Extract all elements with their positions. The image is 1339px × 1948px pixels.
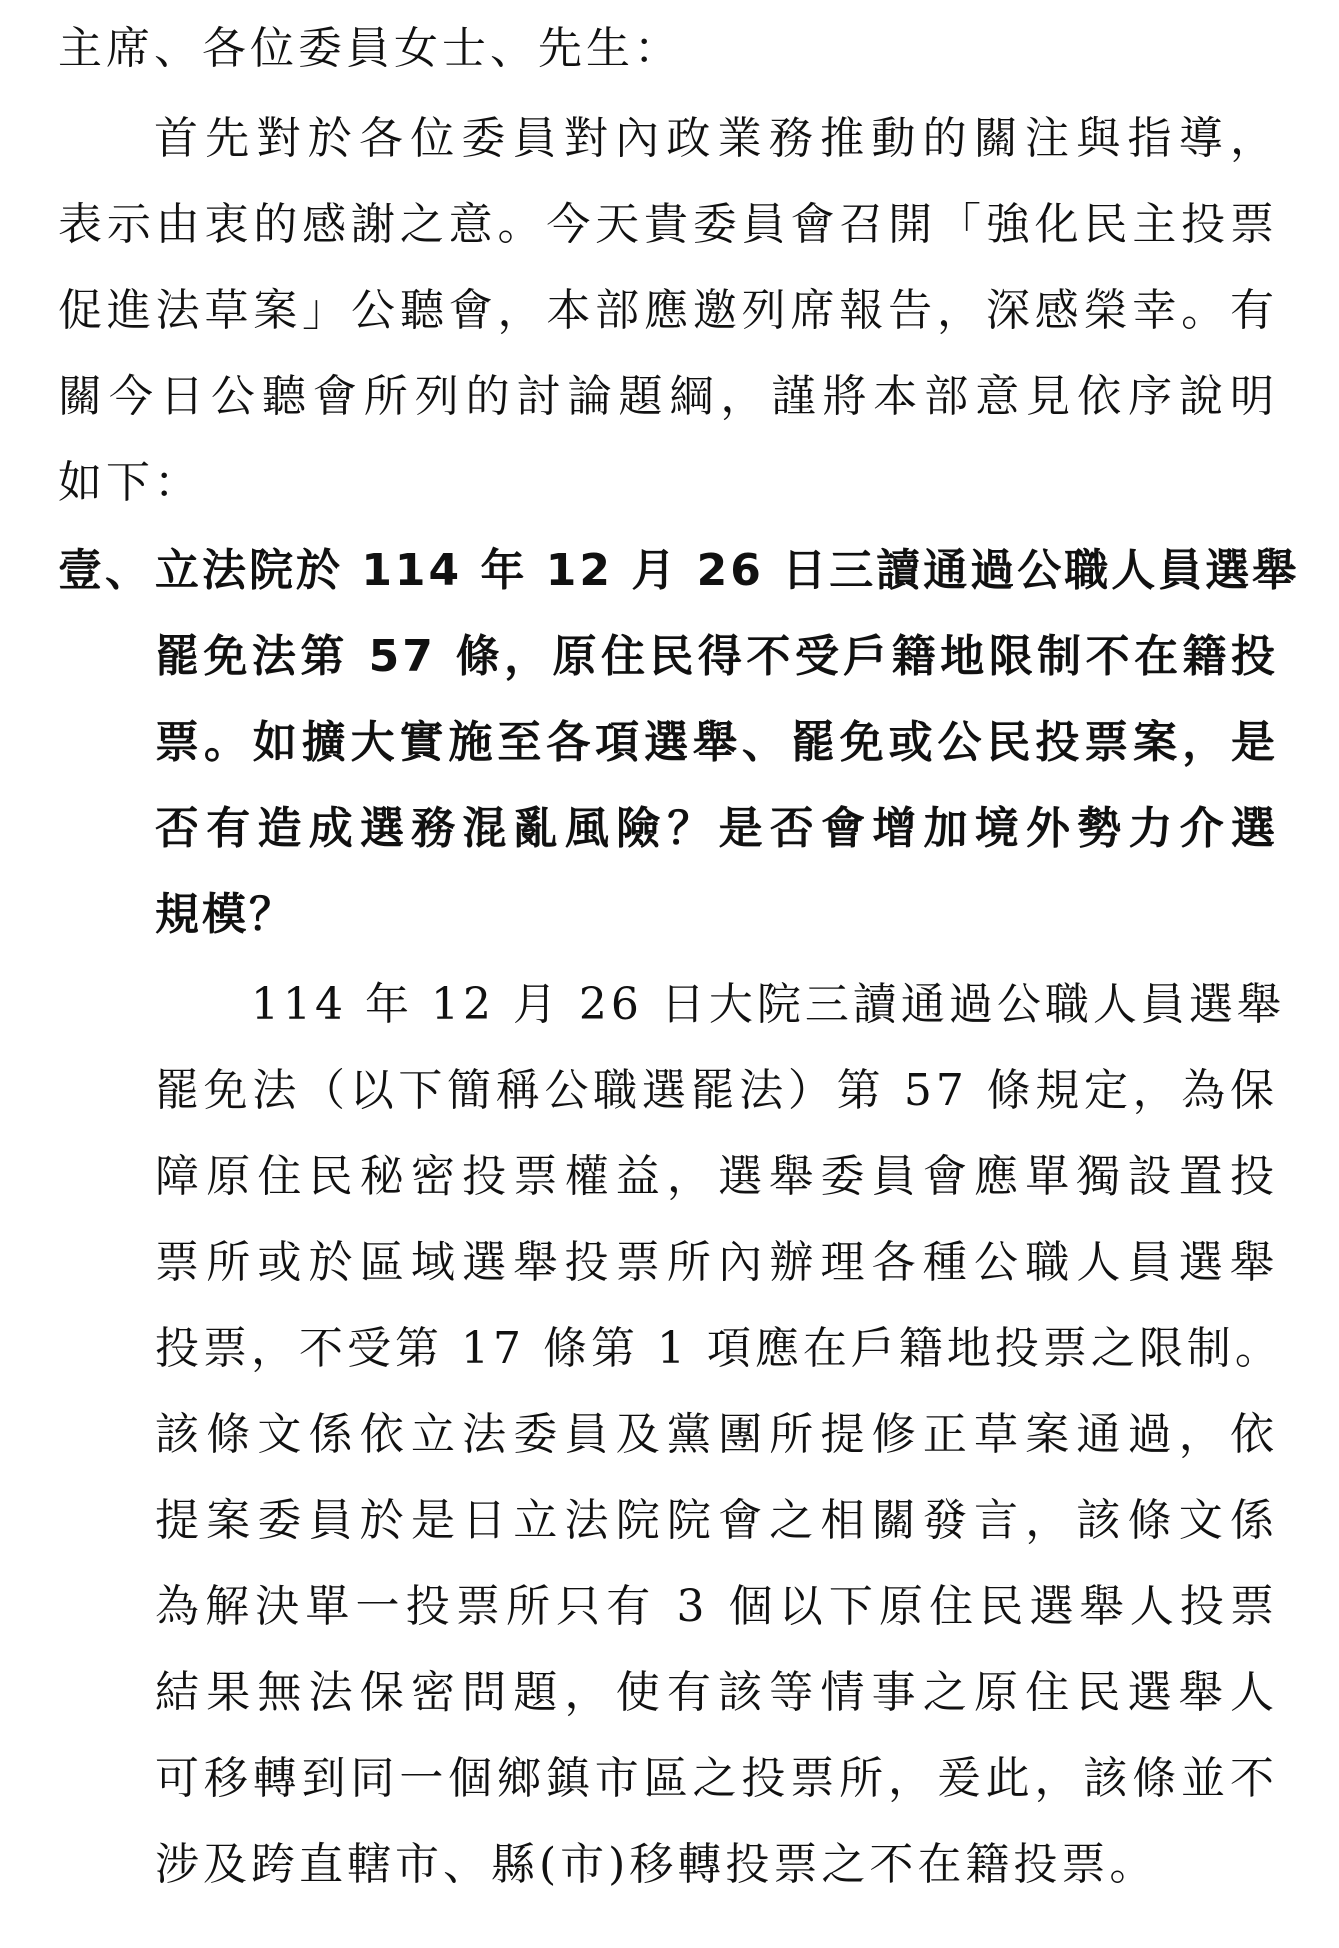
section1-body-line-6: 該條文係依立法委員及黨團所提修正草案通過，依 (155, 1409, 1278, 1460)
section1-body-line-11: 涉及跨直轄市、縣(市)移轉投票之不在籍投票。 (155, 1839, 1158, 1890)
intro-line-1: 首先對於各位委員對內政業務推動的關注與指導， (154, 113, 1278, 164)
section1-body-line-10: 可移轉到同一個鄉鎮市區之投票所，爰此，該條並不 (155, 1753, 1278, 1804)
section1-body-line-7: 提案委員於是日立法院院會之相關發言，該條文係 (155, 1495, 1278, 1546)
section1-marker: 壹、 (58, 545, 152, 596)
section1-body-line-3: 障原住民秘密投票權益，選舉委員會應單獨設置投 (155, 1151, 1278, 1202)
section1-heading-line-4: 否有造成選務混亂風險？是否會增加境外勢力介選 (155, 803, 1278, 854)
intro-line-3: 促進法草案」公聽會，本部應邀列席報告，深感榮幸。有 (58, 285, 1278, 336)
intro-line-4: 關今日公聽會所列的討論題綱，謹將本部意見依序說明 (58, 371, 1278, 422)
section1-body-line-1: 114 年 12 月 26 日大院三讀通過公職人員選舉 (251, 979, 1285, 1030)
section1-body-line-8: 為解決單一投票所只有 3 個以下原住民選舉人投票 (155, 1581, 1278, 1632)
section1-body-line-5: 投票，不受第 17 條第 1 項應在戶籍地投票之限制。 (155, 1323, 1283, 1374)
section1-heading-line-1: 立法院於 114 年 12 月 26 日三讀通過公職人員選舉 (155, 545, 1300, 596)
greeting-line: 主席、各位委員女士、先生： (58, 23, 682, 74)
section1-heading-line-3: 票。如擴大實施至各項選舉、罷免或公民投票案，是 (155, 717, 1278, 768)
section1-body-line-2: 罷免法（以下簡稱公職選罷法）第 57 條規定，為保 (155, 1065, 1278, 1116)
intro-line-5: 如下： (58, 457, 202, 508)
intro-line-2: 表示由衷的感謝之意。今天貴委員會召開「強化民主投票 (58, 199, 1278, 250)
section1-body-line-4: 票所或於區域選舉投票所內辦理各種公職人員選舉 (155, 1237, 1278, 1288)
section1-heading-line-2: 罷免法第 57 條，原住民得不受戶籍地限制不在籍投 (155, 631, 1278, 682)
section1-heading-line-5: 規模？ (155, 889, 296, 940)
section1-body-line-9: 結果無法保密問題，使有該等情事之原住民選舉人 (155, 1667, 1278, 1718)
